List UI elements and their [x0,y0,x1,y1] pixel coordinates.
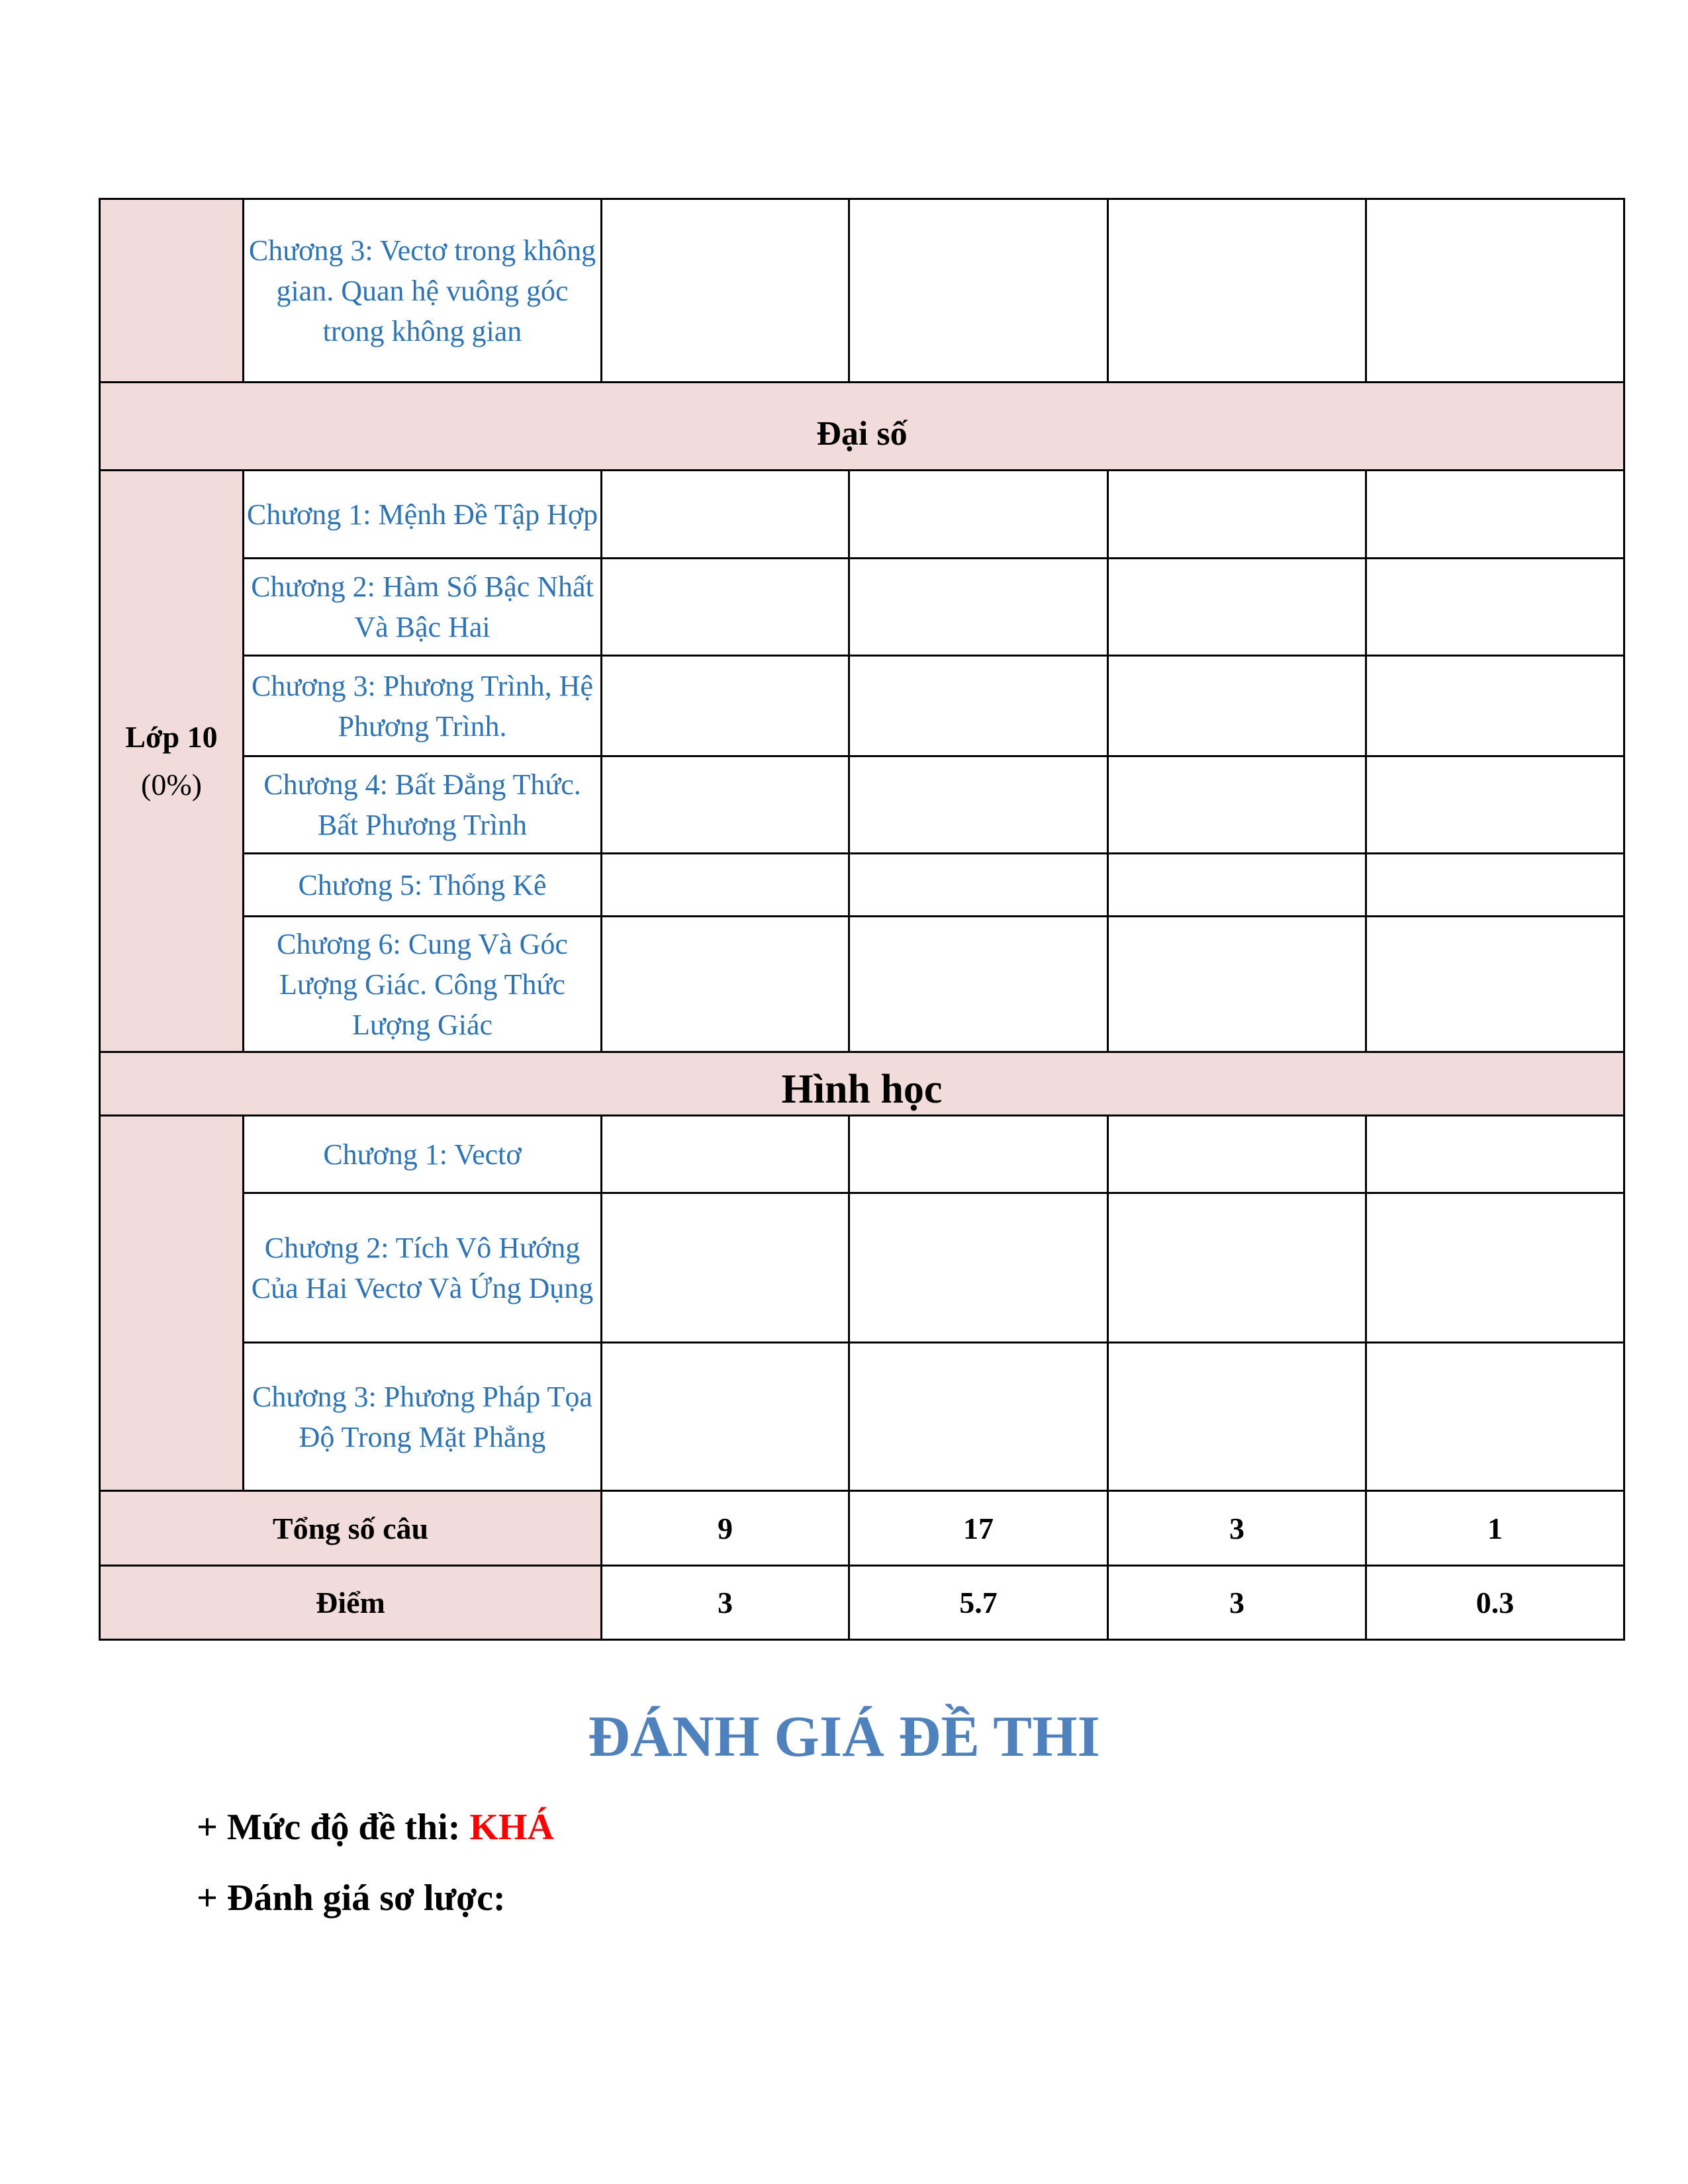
chapter-cell: Chương 1: Vectơ [244,1116,602,1193]
value-cell [602,854,849,917]
chapter-cell: Chương 4: Bất Đẳng Thức. Bất Phương Trình [244,756,602,854]
total-questions-value: 17 [849,1491,1108,1566]
value-cell [1108,854,1366,917]
value-cell [602,656,849,756]
table-row [100,559,1624,656]
value-cell [602,1343,849,1491]
table-row [100,199,1624,383]
value-cell [602,559,849,656]
value-cell [849,656,1108,756]
value-cell [1108,756,1366,854]
value-cell [849,1116,1108,1193]
score-value: 0.3 [1366,1566,1624,1640]
value-cell [849,199,1108,383]
table-row [100,1116,1624,1193]
table-row [100,854,1624,917]
value-cell [1108,471,1366,559]
table-row [100,756,1624,854]
value-cell [1108,656,1366,756]
value-cell [1366,1343,1624,1491]
value-cell [1366,854,1624,917]
value-cell [849,559,1108,656]
score-value: 5.7 [849,1566,1108,1640]
value-cell [1366,1116,1624,1193]
value-cell [1366,1193,1624,1343]
value-cell [1366,471,1624,559]
value-cell [1108,199,1366,383]
exam-matrix-table [99,198,1625,1641]
evaluation-title: ĐÁNH GIÁ ĐỀ THI [588,1705,1100,1769]
chapter-cell: Chương 2: Hàm Số Bậc Nhất Và Bậc Hai [244,559,602,656]
grade-cell [100,199,244,383]
chapter-cell: Chương 6: Cung Và Góc Lượng Giác. Công Thức Lượng Giác [244,917,602,1052]
total-questions-value: 9 [602,1491,849,1566]
value-cell [849,917,1108,1052]
grade-percent: (0%) [141,768,202,801]
chapter-cell: Chương 3: Vectơ trong không gian. Quan hệ vuông góc trong không gian [244,199,602,383]
value-cell [1366,756,1624,854]
value-cell [849,1193,1108,1343]
grade-cell [100,1116,244,1491]
difficulty-line [197,1804,554,1850]
chapter-cell: Chương 1: Mệnh Đề Tập Hợp [244,471,602,559]
total-questions-label: Tổng số câu [100,1491,602,1566]
value-cell [1366,656,1624,756]
summary-line: + Đánh giá sơ lược: [197,1878,506,1919]
difficulty-label: + Mức độ đề thi: [197,1807,461,1848]
chapter-cell: Chương 5: Thống Kê [244,854,602,917]
value-cell [1108,1193,1366,1343]
value-cell [602,756,849,854]
chapter-cell: Chương 2: Tích Vô Hướng Của Hai Vectơ Và Ứng Dụng [244,1193,602,1343]
table-row [100,1193,1624,1343]
section-header-row [100,383,1624,471]
chapter-cell: Chương 3: Phương Pháp Tọa Độ Trong Mặt Phẳng [244,1343,602,1491]
table-row [100,656,1624,756]
difficulty-value: KHÁ [469,1807,554,1848]
value-cell [849,471,1108,559]
score-value: 3 [1108,1566,1366,1640]
chapter-cell: Chương 3: Phương Trình, Hệ Phương Trình. [244,656,602,756]
total-questions-value: 3 [1108,1491,1366,1566]
table-row [100,471,1624,559]
section-title: Hình học [100,1052,1624,1116]
score-row [100,1566,1624,1640]
section-header-row [100,1052,1624,1116]
total-questions-value: 1 [1366,1491,1624,1566]
value-cell [1108,1343,1366,1491]
value-cell [602,1116,849,1193]
score-value: 3 [602,1566,849,1640]
value-cell [1366,559,1624,656]
grade-name: Lớp 10 [125,720,218,754]
value-cell [602,917,849,1052]
total-questions-row [100,1491,1624,1566]
value-cell [1108,559,1366,656]
value-cell [849,1343,1108,1491]
section-title: Đại số [100,383,1624,471]
value-cell [1108,917,1366,1052]
value-cell [849,756,1108,854]
value-cell [1366,917,1624,1052]
value-cell [602,471,849,559]
table-row [100,917,1624,1052]
grade-cell [100,471,244,1052]
value-cell [1108,1116,1366,1193]
table-row [100,1343,1624,1491]
score-label: Điểm [100,1566,602,1640]
value-cell [602,1193,849,1343]
value-cell [1366,199,1624,383]
value-cell [849,854,1108,917]
value-cell [602,199,849,383]
